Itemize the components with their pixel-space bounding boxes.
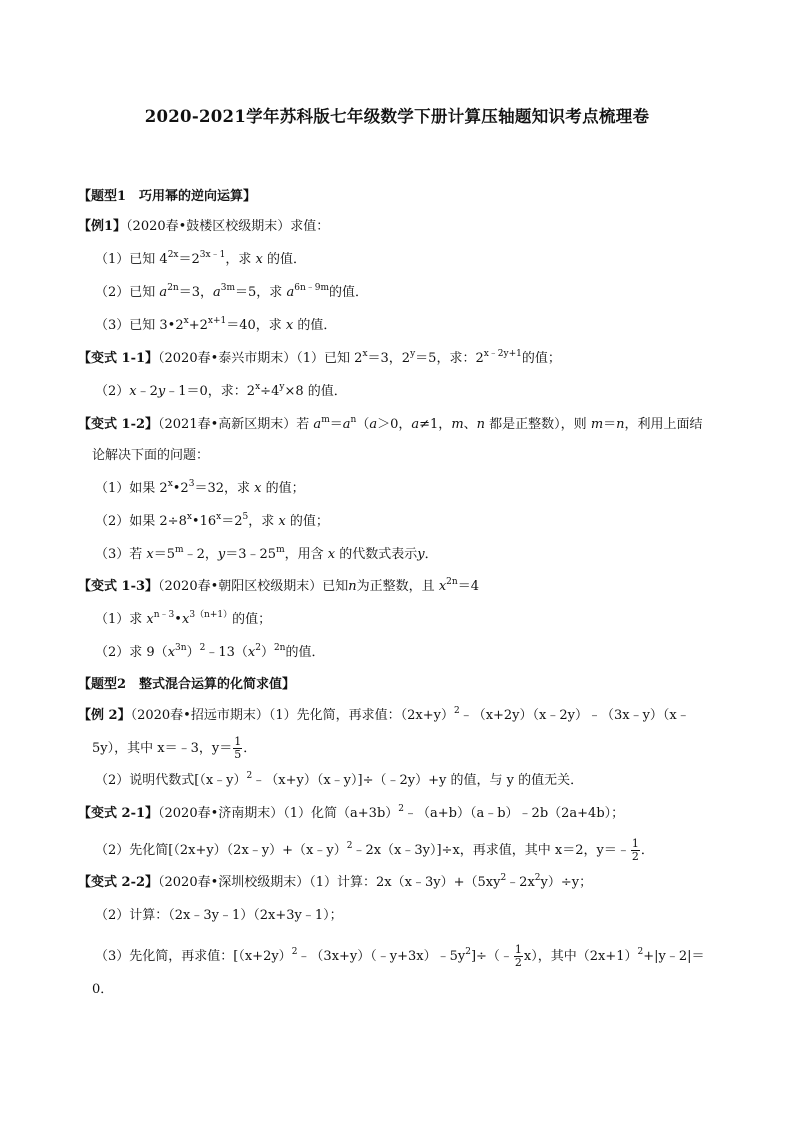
variant-1-2-q1: （1）如果 $2^x•2^3=32$，求 x 的值；	[95, 479, 305, 496]
fraction: $\frac{1}{2}$	[514, 943, 522, 969]
variant-2-2-continuation: 0．	[92, 982, 114, 997]
example-1-line	[78, 217, 329, 237]
example-1-q3: （3）已知 $3•2^x+2^{x+1}=40$，求 x 的值．	[95, 316, 337, 333]
variant-1-2-q3: （3）若 $x=5^m﹣2$，$y=3﹣25^m$，用含 x 的代数式表示y．	[95, 545, 438, 562]
variant-2-1-q2: （2）先化简[（2x+y）（2x﹣y）+（x﹣y）$^2$﹣2x（x﹣3y）]÷x，再求值，其中 x＝2，y＝﹣ $\frac{1}{2}$ ．	[95, 837, 654, 863]
variant-1-1-q2: （2）x﹣2y﹣1＝0，求：$2^x\div 4^y\times 8$ 的值．	[95, 382, 347, 399]
section-heading-2: 【题型2 整式混合运算的化简求值】	[78, 677, 296, 692]
variant-1-1-line: 【变式 1-1】（2020春•泰兴市期末）（1）已知 $2^x=3$，$2^y=5$，求：$2^{x﹣2y+1}$的值；	[78, 349, 561, 366]
variant-1-2-q2: （2）如果 $2\div 8^x•16^x=2^5$，求 x 的值；	[95, 512, 329, 529]
example-tag: 【例1】	[78, 219, 127, 234]
example-2-q2: （2）说明代数式[（x﹣y）$^2$﹣（x+y）（x﹣y）]÷（﹣2y）+y 的值，与 y 的值无关．	[95, 771, 584, 788]
variant-1-2-line: 【变式 1-2】（2021春•高新区期末）若 $a^m=a^n(a>0$，a≠1，m、n 都是正整数），则 m＝n，利用上面结	[78, 415, 703, 432]
example-2-line: 【例 2】（2020春•招远市期末）（1）先化简，再求值：$(2x+y)^2﹣(x+2y)(x﹣2y)﹣(3x﹣y)(x﹣$	[78, 706, 690, 723]
variant-1-3-q1: （1）求 $x^{n﹣3}•x^{3(n+1)}$的值；	[95, 610, 272, 627]
page-title: 2020-2021学年苏科版七年级数学下册计算压轴题知识考点梳理卷	[144, 107, 650, 126]
example-1-q1: （1）已知 $4^{2x}=2^{3x﹣1}$，求 x 的值．	[95, 250, 306, 267]
example-source: （2020春•鼓楼区校级期末）求值：	[126, 219, 330, 234]
fraction: $\frac{1}{5}$	[234, 735, 242, 761]
variant-1-3-line: 【变式 1-3】（2020春•朝阳区校级期末）已知n为正整数，且 $x^{2n}=4$	[78, 577, 479, 594]
example-1-q2: （2）已知 $a^{2n}=3$，$a^{3m}=5$，求 $a^{6n﹣9m}$的值．	[95, 283, 369, 300]
variant-2-2-q2: （2）计算：（2x﹣3y﹣1）（2x+3y﹣1）；	[95, 908, 343, 923]
example-2-continuation: 5y），其中 x＝﹣3，y＝ $\frac{1}{5}$ ．	[92, 735, 257, 761]
variant-2-1-line: 【变式 2-1】（2020春•济南期末）（1）化简$(a+3b)^2﹣(a+b)(a﹣b)﹣2b(2a+4b)$；	[78, 804, 625, 821]
variant-1-3-q2: （2）求 $9(x^{3n})^2﹣13(x^2)^{2n}$的值．	[95, 643, 325, 660]
variant-2-2-q3: （3）先化简，再求值：$[(x+2y)^2﹣(3x+y)(﹣y+3x)﹣5y^2]\div(﹣$ $\frac{1}{2}$ x），其中$(2x+1)^2+|y﹣2|=$	[95, 943, 705, 969]
variant-1-2-continuation: 论解决下面的问题：	[92, 448, 210, 463]
section-heading-1: 【题型1 巧用幂的逆向运算】	[78, 189, 257, 204]
variant-2-2-line: 【变式 2-2】（2020春•深圳校级期末）（1）计算：$2x(x﹣3y)+(5xy^2﹣2x^2y)\div y$；	[78, 873, 593, 890]
fraction: $\frac{1}{2}$	[631, 837, 639, 863]
